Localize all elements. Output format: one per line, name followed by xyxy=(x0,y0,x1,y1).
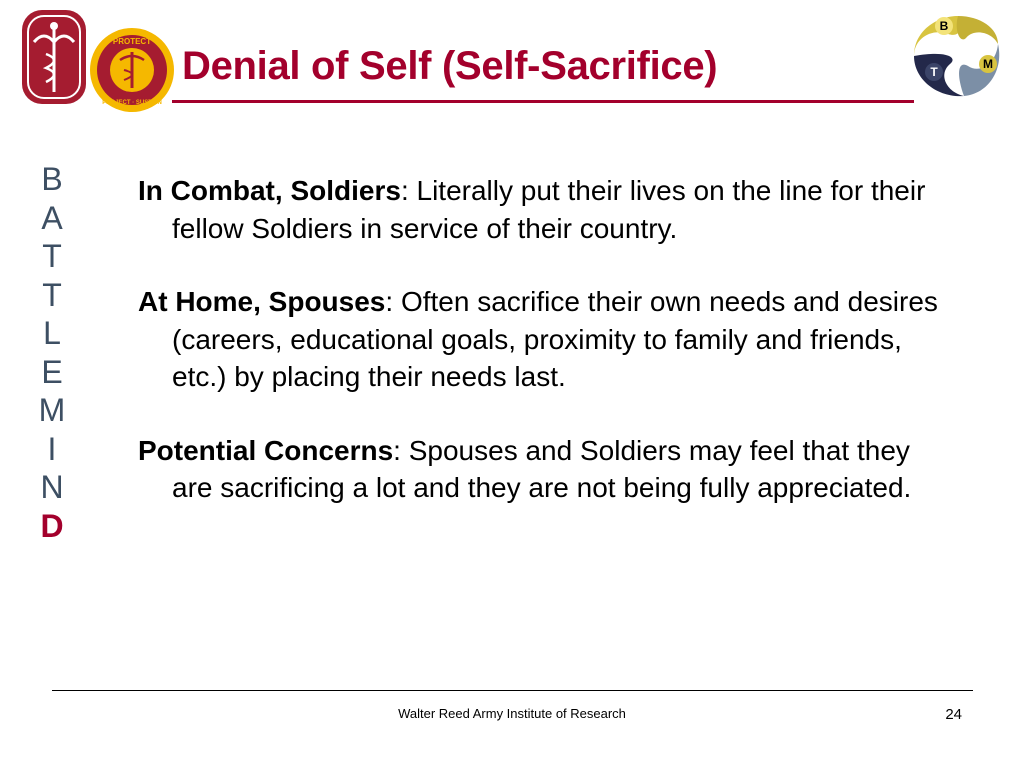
seal-bottom-text: PROJECT · SUSTAIN xyxy=(102,100,162,106)
side-letter: T xyxy=(42,238,62,274)
side-letter: I xyxy=(47,430,57,467)
side-letter: E xyxy=(41,353,63,390)
side-letter: T xyxy=(42,276,62,313)
page-number: 24 xyxy=(945,706,962,723)
paragraph-heading: At Home, Spouses xyxy=(138,286,386,317)
side-letter: N xyxy=(40,469,64,505)
paragraph-home xyxy=(138,283,948,396)
paragraph-combat xyxy=(138,172,948,247)
battlemind-vertical-label xyxy=(34,160,70,545)
side-letter: L xyxy=(43,315,61,351)
logo-letter-m: M xyxy=(983,57,993,71)
paragraph-text: : Spouses and Soldiers may feel that they are sacrificing a lot and they are not being fully appreciated. xyxy=(172,434,912,503)
paragraph-text: : Literally put their lives on the line for their fellow Soldiers in service of their country. xyxy=(172,175,926,244)
footer-institution: Walter Reed Army Institute of Research xyxy=(398,706,626,721)
paragraph-concerns xyxy=(138,432,948,507)
wrair-emblems-logo xyxy=(20,8,180,114)
slide-body xyxy=(138,172,948,543)
project-sustain-seal-icon xyxy=(90,28,174,112)
footer-divider xyxy=(52,690,973,691)
paragraph-text: : Often sacrifice their own needs and desires (careers, educational goals, proximity to family and friends, etc.) by placing their needs last. xyxy=(172,286,938,392)
title-underline xyxy=(172,100,914,103)
side-letter: M xyxy=(38,392,66,428)
paragraph-heading: In Combat, Soldiers xyxy=(138,175,401,206)
slide-title: Denial of Self (Self-Sacrifice) xyxy=(182,44,718,88)
side-letter: B xyxy=(41,161,63,197)
battlemind-logo xyxy=(908,8,1008,103)
logo-letter-t: T xyxy=(930,65,938,79)
paragraph-heading: Potential Concerns xyxy=(138,434,394,466)
caduceus-shield-icon xyxy=(22,10,86,104)
side-letter: A xyxy=(41,199,63,236)
seal-top-text: PROTECT xyxy=(112,37,152,46)
logo-letter-b: B xyxy=(939,19,949,33)
side-letter-highlight: D xyxy=(40,507,64,544)
